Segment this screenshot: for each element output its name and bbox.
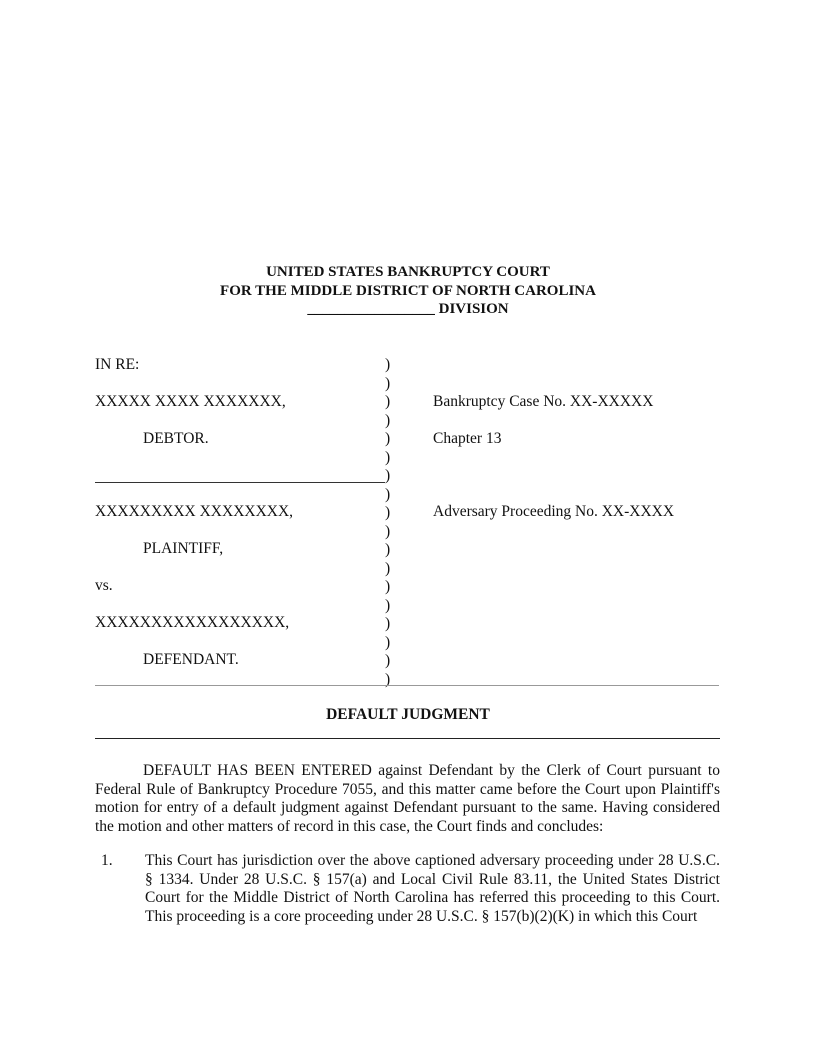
caption-paren: ) <box>385 411 391 429</box>
caption-divider <box>95 482 385 483</box>
caption-paren: ) <box>385 541 391 558</box>
versus-label: vs. <box>95 577 113 594</box>
defendant-label: DEFENDANT. <box>143 651 239 668</box>
caption-paren: ) <box>385 615 391 632</box>
caption-bottom-rule <box>95 685 719 686</box>
caption-paren: ) <box>385 578 391 595</box>
caption-paren: ) <box>385 485 391 503</box>
adversary-number: Adversary Proceeding No. XX-XXXX <box>433 503 675 520</box>
plaintiff-name: XXXXXXXXX XXXXXXXX, <box>95 503 294 520</box>
court-name: UNITED STATES BANKRUPTCY COURT <box>266 264 550 280</box>
plaintiff-label: PLAINTIFF, <box>143 540 224 557</box>
caption-paren: ) <box>385 504 391 521</box>
court-district: FOR THE MIDDLE DISTRICT OF NORTH CAROLINA <box>220 282 596 299</box>
caption-paren: ) <box>385 393 391 410</box>
finding-text: This Court has jurisdiction over the above captioned adversary proceeding under 28 U.S.C. § 1334. Under 28 U.S.C. § 157(a) and Local Civil Rule 83.11, the United States District Court for the Middle District of North Carolina has referred this proceeding to this Court. This proceeding is a core proceeding under 28 U.S.C. § 157(b)(2)(K) in which this Court <box>145 852 720 925</box>
caption-paren: ) <box>385 467 391 484</box>
caption-paren: ) <box>385 448 391 466</box>
court-division: _________________ DIVISION <box>307 301 509 317</box>
caption-paren: ) <box>385 430 391 447</box>
caption-paren: ) <box>385 559 391 577</box>
caption-paren: ) <box>385 633 391 651</box>
court-heading <box>0 263 816 319</box>
caption-paren: ) <box>385 652 391 669</box>
intro-paragraph <box>95 762 720 836</box>
document-title: DEFAULT JUDGMENT <box>326 706 490 723</box>
caption-paren: ) <box>385 356 391 373</box>
intro-text: DEFAULT HAS BEEN ENTERED against Defendant by the Clerk of Court pursuant to Federal Rule of Bankruptcy Procedure 7055, and this matter came before the Court upon Plaintiff's motion for entry of a default judgment against Defendant pursuant to the same. Having considered the motion and other matters of record in this case, the Court finds and concludes: <box>95 762 720 835</box>
caption-paren: ) <box>385 670 391 688</box>
caption-paren: ) <box>385 596 391 614</box>
finding-number: 1. <box>101 852 113 869</box>
caption-paren: ) <box>385 374 391 392</box>
debtor-name: XXXXX XXXX XXXXXXX, <box>95 393 286 410</box>
debtor-label: DEBTOR. <box>143 430 209 447</box>
caption-paren: ) <box>385 522 391 540</box>
case-number: Bankruptcy Case No. XX-XXXXX <box>433 393 654 410</box>
defendant-name: XXXXXXXXXXXXXXXXX, <box>95 614 290 631</box>
chapter: Chapter 13 <box>433 430 502 447</box>
in-re-label: IN RE: <box>95 356 140 373</box>
title-rule <box>95 738 720 739</box>
